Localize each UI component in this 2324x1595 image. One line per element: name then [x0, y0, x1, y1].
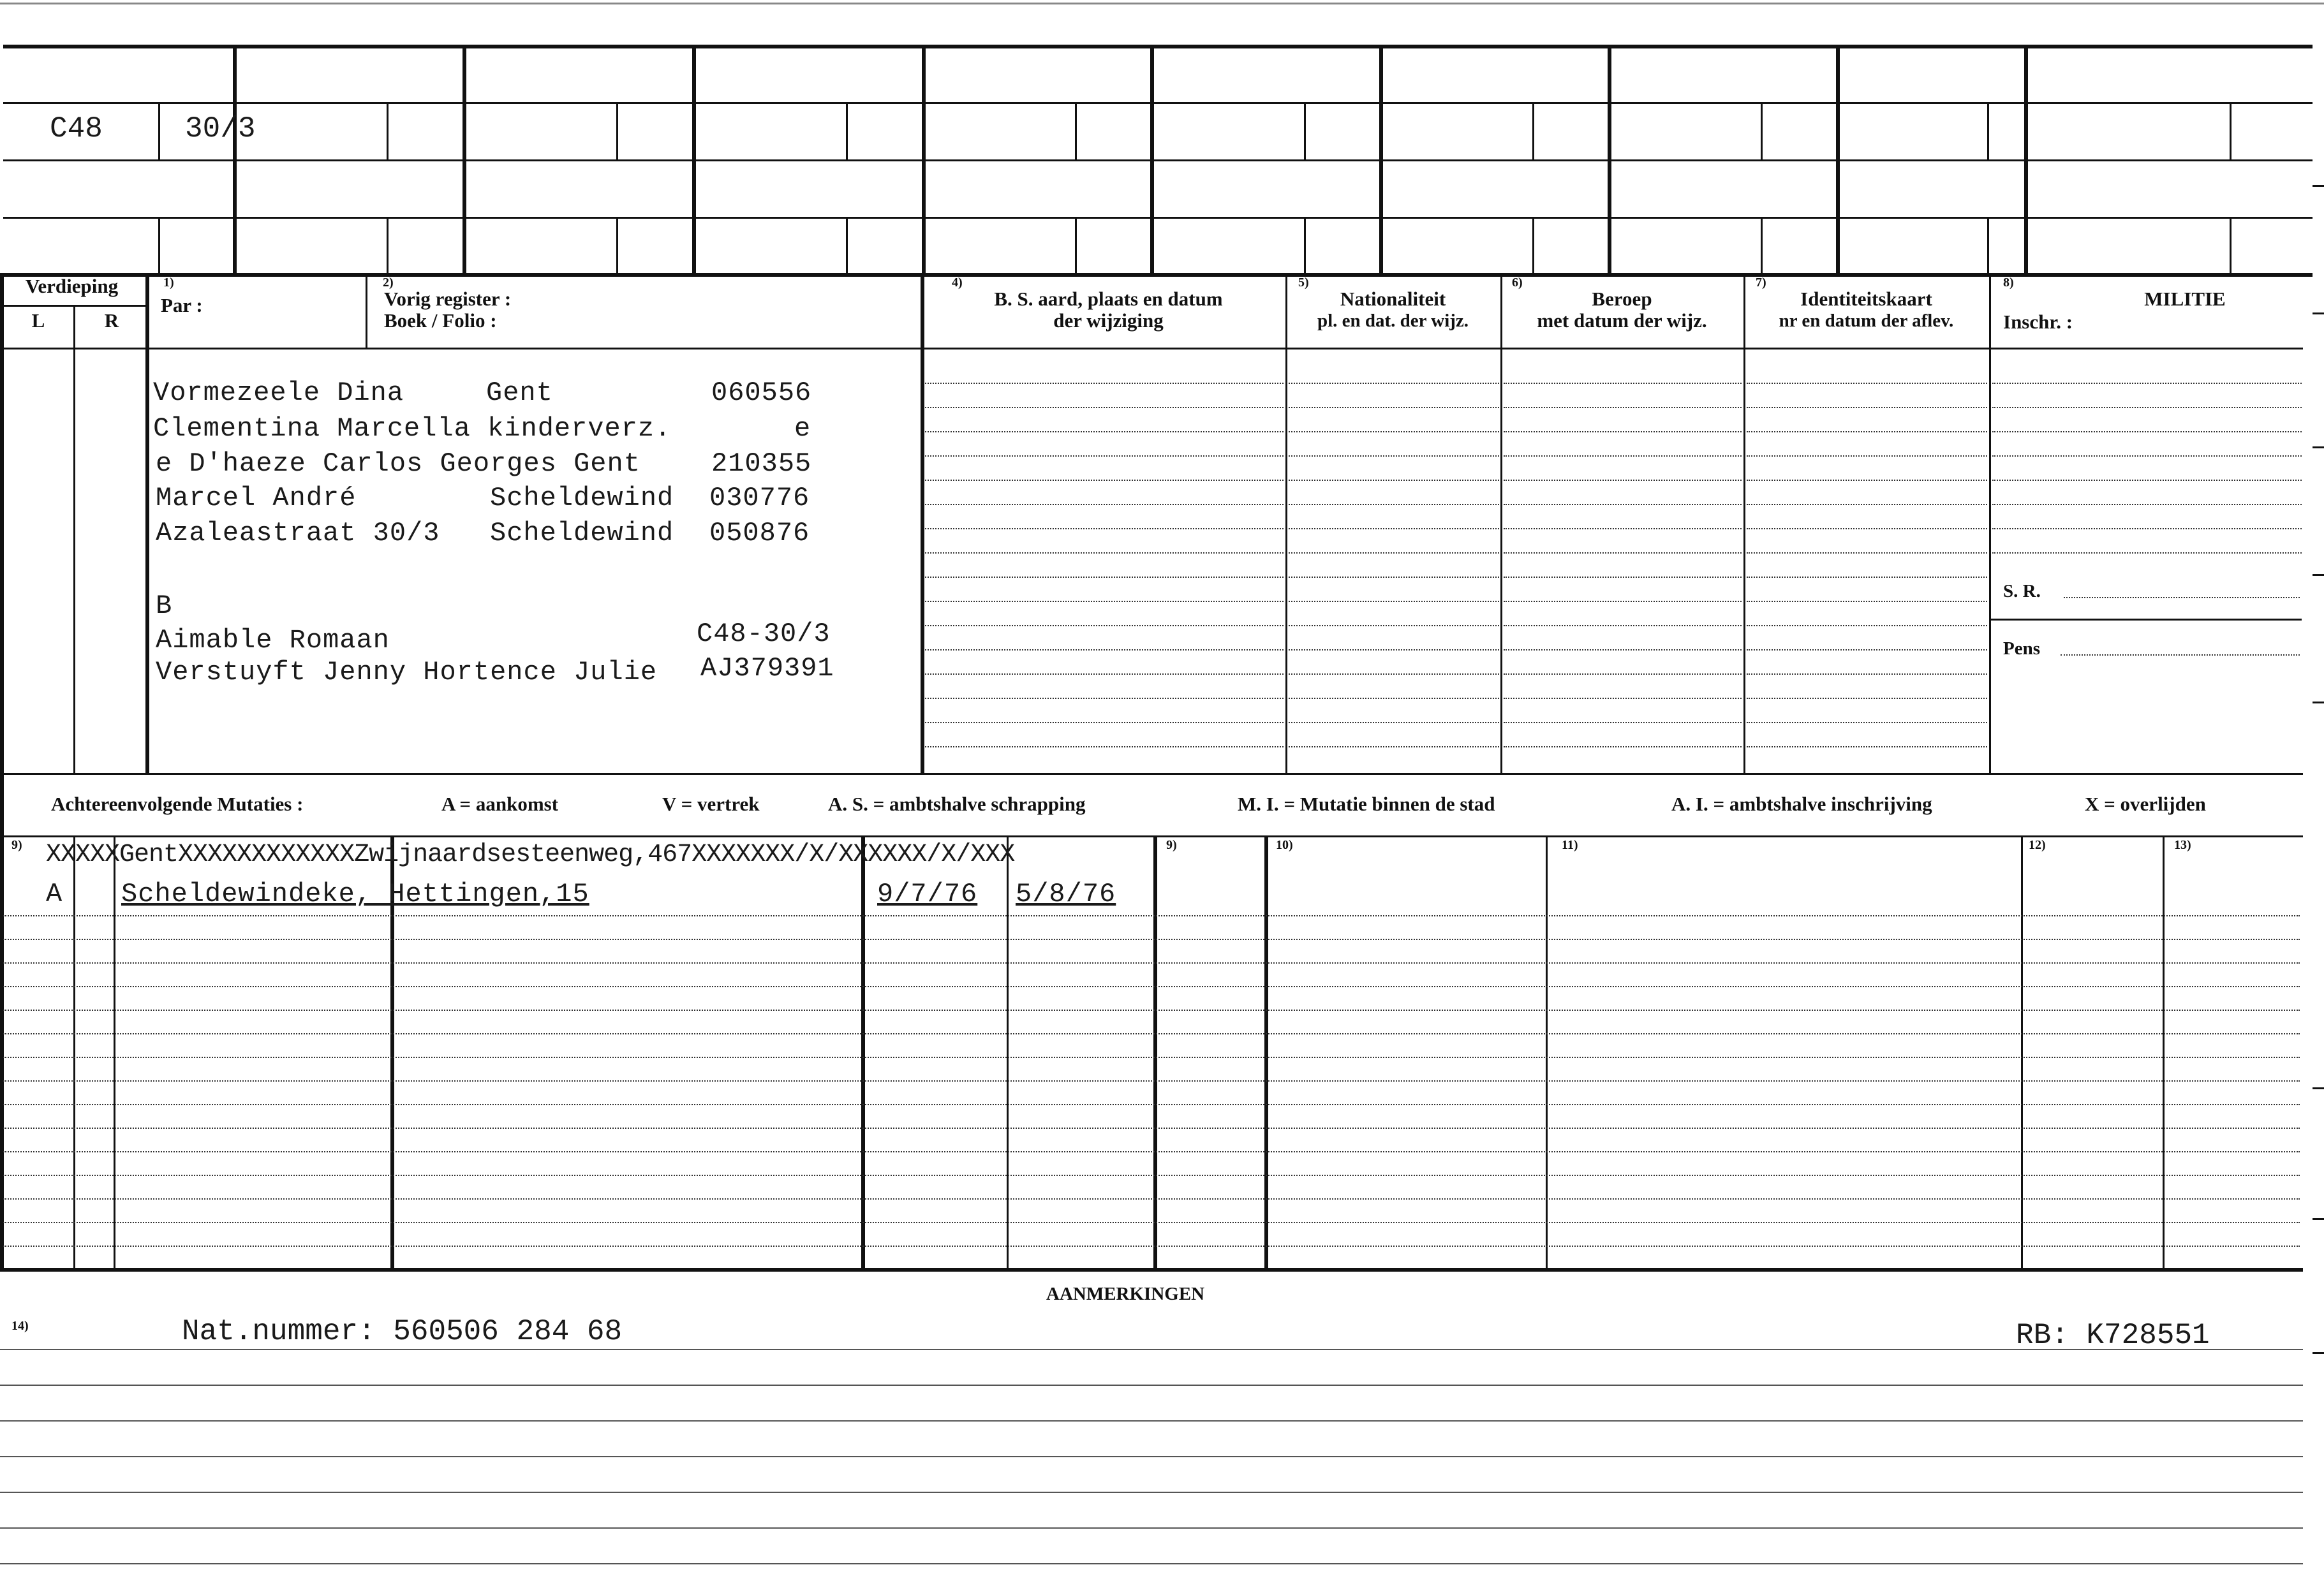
mutations-border-top [0, 835, 2303, 837]
ruled-dot-line [1747, 577, 1987, 578]
top-grid-vline [1836, 45, 1840, 274]
top-grid-minor [2230, 217, 2231, 274]
remark-ruled-line [0, 1563, 2303, 1564]
ruled-dot-line [1747, 746, 1987, 747]
mut-h13: 13) [2174, 838, 2191, 852]
ruled-dot-line [1747, 504, 1987, 505]
pens-dots [2061, 654, 2300, 656]
mut-row1-place: Scheldewindeke, Hettingen,15 [121, 879, 589, 909]
militie-sr: S. R. [2003, 581, 2041, 601]
person-line7-code: AJ379391 [700, 653, 834, 684]
ruled-dot-line [925, 431, 1284, 432]
top-grid-minor [158, 102, 160, 159]
legend-title: Achtereenvolgende Mutaties : [51, 793, 304, 815]
mut-struck-entry: XXXXXGentXXXXXXXXXXXXZwijnaardsesteenweg,467XXXXXXX/X/XXXXXX/X/XXX [46, 841, 1015, 869]
ruled-dot-line [925, 407, 1284, 408]
ruled-dot-line [925, 625, 1284, 626]
col1-number: 1) [163, 276, 174, 290]
scan-top-edge [0, 3, 2324, 4]
top-grid-vline [463, 45, 466, 274]
ruled-dot-line [1504, 722, 1742, 723]
mutation-ruled-line [3, 1222, 2300, 1223]
mut-h12: 12) [2029, 838, 2046, 852]
col4-line1: B. S. aard, plaats en datum [994, 288, 1223, 310]
mutation-ruled-line [3, 1151, 2300, 1152]
ruled-dot-line [925, 722, 1284, 723]
remarks-natnr: Nat.nummer: 560506 284 68 [182, 1315, 623, 1348]
top-grid-minor [387, 102, 389, 159]
person-line3-name: e D'haeze Carlos Georges Gent [156, 448, 640, 479]
ruled-dot-line [1504, 455, 1742, 457]
col7-number: 7) [1756, 276, 1766, 290]
person-line7-name: Verstuyft Jenny Hortence Julie [156, 657, 658, 687]
mutation-ruled-line [3, 1104, 2300, 1105]
militie-pens: Pens [2003, 638, 2040, 659]
mutation-ruled-line [3, 915, 2300, 916]
mut-row1-date2: 5/8/76 [1016, 879, 1116, 909]
top-grid-vline [692, 45, 696, 274]
edge-tick [2313, 1352, 2324, 1354]
mutation-ruled-line [3, 1080, 2300, 1082]
top-grid-minor [1987, 217, 1989, 274]
person-line1-name: Vormezeele Dina [153, 378, 404, 408]
mut-h9b: 9) [1166, 838, 1177, 852]
col6-line1: Beroep [1592, 288, 1652, 310]
edge-tick [2313, 574, 2324, 576]
mutation-ruled-line [3, 1128, 2300, 1129]
person-line4-name: Marcel André [156, 483, 357, 513]
person-line6-code: C48-30/3 [697, 619, 831, 649]
ruled-dot-line [1747, 625, 1987, 626]
ruled-dot-line [1504, 698, 1742, 699]
col6-line2: met datum der wijz. [1537, 309, 1707, 332]
top-grid-minor [1075, 217, 1077, 274]
mut-h11: 11) [1562, 838, 1578, 852]
top-grid-minor [1987, 102, 1989, 159]
header-border-top [0, 273, 2313, 277]
ruled-dot-line [1504, 431, 1742, 432]
ruled-dot-line [1289, 746, 1499, 747]
mutation-ruled-line [3, 1010, 2300, 1011]
ruled-dot-line [1504, 673, 1742, 675]
ruled-dot-line [1504, 504, 1742, 505]
col5-number: 5) [1298, 276, 1309, 290]
remark-ruled-line [0, 1420, 2303, 1422]
person-line2-mark: e [794, 413, 811, 444]
ruled-dot-line [1504, 480, 1742, 481]
sr-dots [2064, 597, 2300, 598]
col5-line2: pl. en dat. der wijz. [1317, 311, 1469, 331]
ruled-dot-line [1504, 577, 1742, 578]
ruled-dot-line [1289, 722, 1499, 723]
ruled-dot-line [1289, 504, 1499, 505]
ruled-dot-line [1992, 383, 2302, 384]
top-grid-minor [2230, 102, 2231, 159]
mut-row1-code: A [46, 879, 63, 909]
ruled-dot-line [1992, 552, 2302, 554]
legend-as: A. S. = ambtshalve schrapping [828, 793, 1086, 815]
remarks-rb: RB: K728551 [2016, 1319, 2210, 1352]
person-line5-name: Azaleastraat 30/3 [156, 518, 440, 548]
ruled-dot-line [1992, 504, 2302, 505]
col2-line1: Vorig register : [384, 288, 512, 310]
person-line6-name: Aimable Romaan [156, 625, 390, 656]
ruled-dot-line [1504, 649, 1742, 650]
ruled-dot-line [1289, 698, 1499, 699]
ruled-dot-line [1289, 577, 1499, 578]
ruled-dot-line [1992, 407, 2302, 408]
mutations-border-bottom [0, 1268, 2303, 1272]
person-line1-date: 060556 [711, 378, 812, 408]
header-border-bottom [0, 348, 2303, 349]
header-r: R [104, 309, 119, 332]
person-line4-place: Scheldewind [490, 483, 674, 513]
ruled-dot-line [1504, 552, 1742, 554]
ruled-dot-line [925, 480, 1284, 481]
ruled-dot-line [925, 528, 1284, 529]
ruled-dot-line [1747, 528, 1987, 529]
ruled-dot-line [1747, 431, 1987, 432]
ruled-dot-line [1289, 455, 1499, 457]
legend-v: V = vertrek [662, 793, 760, 815]
mutation-ruled-line [3, 1246, 2300, 1247]
top-cell-c48: C48 [50, 112, 103, 145]
legend-ai: A. I. = ambtshalve inschrijving [1671, 793, 1932, 815]
mut-vline [1153, 835, 1157, 1269]
top-grid-minor [1075, 102, 1077, 159]
col5-line1: Nationaliteit [1340, 288, 1446, 310]
ruled-dot-line [1992, 431, 2302, 432]
edge-tick [2313, 702, 2324, 703]
remark-ruled-line [0, 1385, 2303, 1386]
ruled-dot-line [1504, 383, 1742, 384]
top-grid-minor [1532, 217, 1534, 274]
mutation-ruled-line [3, 962, 2300, 964]
person-block-b: B [156, 591, 173, 621]
top-grid-border-top [3, 45, 2313, 48]
person-line2-name: Clementina Marcella kinderverz. [153, 413, 672, 444]
mutation-ruled-line [3, 1057, 2300, 1058]
remarks-number: 14) [11, 1319, 29, 1333]
ruled-dot-line [1289, 407, 1499, 408]
ruled-dot-line [1992, 528, 2302, 529]
ruled-dot-line [925, 577, 1284, 578]
col1-label: Par : [161, 294, 203, 316]
mutation-ruled-line [3, 1175, 2300, 1176]
col8-inschr: Inschr. : [2003, 311, 2073, 333]
top-grid-minor [1304, 102, 1306, 159]
mut-vline [1546, 835, 1548, 1269]
mut-row1-date1: 9/7/76 [877, 879, 978, 909]
remark-ruled-line [0, 1456, 2303, 1457]
ruled-dot-line [1289, 673, 1499, 675]
mut-h9: 9) [11, 838, 22, 852]
col8-number: 8) [2003, 276, 2014, 290]
top-grid-vline [1608, 45, 1611, 274]
ruled-dot-line [1289, 625, 1499, 626]
top-grid-vline [2024, 45, 2028, 274]
mut-h10: 10) [1276, 838, 1293, 852]
ruled-dot-line [1992, 480, 2302, 481]
mut-vline [114, 835, 115, 1269]
edge-tick [2313, 185, 2324, 187]
ruled-dot-line [925, 383, 1284, 384]
col8-title: MILITIE [2144, 288, 2226, 310]
remark-ruled-line [0, 1527, 2303, 1529]
ruled-dot-line [1747, 455, 1987, 457]
top-cell-number: 30/3 [185, 112, 256, 145]
ruled-dot-line [1747, 407, 1987, 408]
ruled-dot-line [1747, 673, 1987, 675]
mut-vline [2163, 835, 2165, 1269]
top-grid-minor [846, 217, 848, 274]
top-grid-line [3, 217, 2313, 219]
person-line5-place: Scheldewind [490, 518, 674, 548]
legend-mi: M. I. = Mutatie binnen de stad [1238, 793, 1495, 815]
mut-vline [2021, 835, 2023, 1269]
ruled-dot-line [925, 504, 1284, 505]
person-line1-place: Gent [486, 378, 553, 408]
ruled-dot-line [1289, 480, 1499, 481]
col7-line1: Identiteitskaart [1800, 288, 1932, 310]
vline-col2 [366, 273, 367, 348]
ruled-dot-line [925, 698, 1284, 699]
top-grid-minor [1761, 102, 1763, 159]
ruled-dot-line [1747, 649, 1987, 650]
col4-number: 4) [952, 276, 963, 290]
mutation-ruled-line [3, 986, 2300, 987]
ruled-dot-line [1747, 383, 1987, 384]
top-grid-vline [922, 45, 926, 274]
edge-tick [2313, 1218, 2324, 1220]
ruled-dot-line [1992, 455, 2302, 457]
ruled-dot-line [1747, 698, 1987, 699]
ruled-dot-line [1289, 528, 1499, 529]
top-grid-minor [158, 217, 160, 274]
ruled-dot-line [1289, 649, 1499, 650]
mutation-ruled-line [3, 939, 2300, 940]
ruled-dot-line [1504, 407, 1742, 408]
person-line4-date: 030776 [709, 483, 810, 513]
top-grid-minor [846, 102, 848, 159]
ruled-dot-line [925, 649, 1284, 650]
header-verdieping: Verdieping [25, 275, 119, 297]
ruled-dot-line [1289, 601, 1499, 602]
top-grid-vline [233, 45, 237, 274]
vline-l-r [73, 305, 75, 774]
ruled-dot-line [925, 601, 1284, 602]
mutation-ruled-line [3, 1033, 2300, 1034]
ruled-dot-line [1747, 480, 1987, 481]
person-line5-date: 050876 [709, 518, 810, 548]
ruled-dot-line [1289, 552, 1499, 554]
mut-vline [861, 835, 865, 1269]
col2-line2: Boek / Folio : [384, 309, 497, 332]
top-grid-minor [1304, 217, 1306, 274]
ruled-dot-line [1504, 625, 1742, 626]
ruled-dot-line [925, 552, 1284, 554]
ruled-dot-line [1289, 431, 1499, 432]
ruled-dot-line [1504, 746, 1742, 747]
ruled-dot-line [1747, 552, 1987, 554]
ruled-dot-line [1747, 722, 1987, 723]
remark-ruled-line [0, 1492, 2303, 1493]
top-grid-minor [616, 102, 618, 159]
ruled-dot-line [1504, 528, 1742, 529]
top-grid-vline [1150, 45, 1154, 274]
top-grid-minor [387, 217, 389, 274]
ruled-dot-line [925, 455, 1284, 457]
mut-vline [1007, 835, 1009, 1269]
mutation-ruled-line [3, 1198, 2300, 1200]
mut-vline [73, 835, 75, 1269]
col4-line2: der wijziging [1053, 309, 1164, 332]
top-grid-vline [1379, 45, 1383, 274]
col7-line2: nr en datum der aflev. [1779, 311, 1954, 331]
body-border-bottom [0, 773, 2303, 775]
ruled-dot-line [1289, 383, 1499, 384]
ruled-dot-line [1504, 601, 1742, 602]
edge-tick [2313, 312, 2324, 314]
top-grid-minor [1532, 102, 1534, 159]
ruled-dot-line [1747, 601, 1987, 602]
top-grid-line [3, 159, 2313, 161]
remarks-title: AANMERKINGEN [1046, 1284, 1205, 1304]
person-line3-date: 210355 [711, 448, 812, 479]
left-border [0, 273, 4, 1271]
legend-x: X = overlijden [2085, 793, 2206, 815]
edge-tick [2313, 1087, 2324, 1089]
ruled-dot-line [925, 673, 1284, 675]
ruled-dot-line [925, 746, 1284, 747]
top-grid-minor [616, 217, 618, 274]
mut-vline [1264, 835, 1268, 1269]
top-grid-line [3, 102, 2313, 104]
edge-tick [2313, 446, 2324, 448]
legend-a: A = aankomst [441, 793, 559, 815]
col6-number: 6) [1512, 276, 1523, 290]
header-l: L [31, 309, 45, 332]
top-grid-minor [1761, 217, 1763, 274]
col2-number: 2) [383, 276, 394, 290]
remark-ruled-line [0, 1349, 2303, 1350]
militie-split [1989, 619, 2302, 621]
